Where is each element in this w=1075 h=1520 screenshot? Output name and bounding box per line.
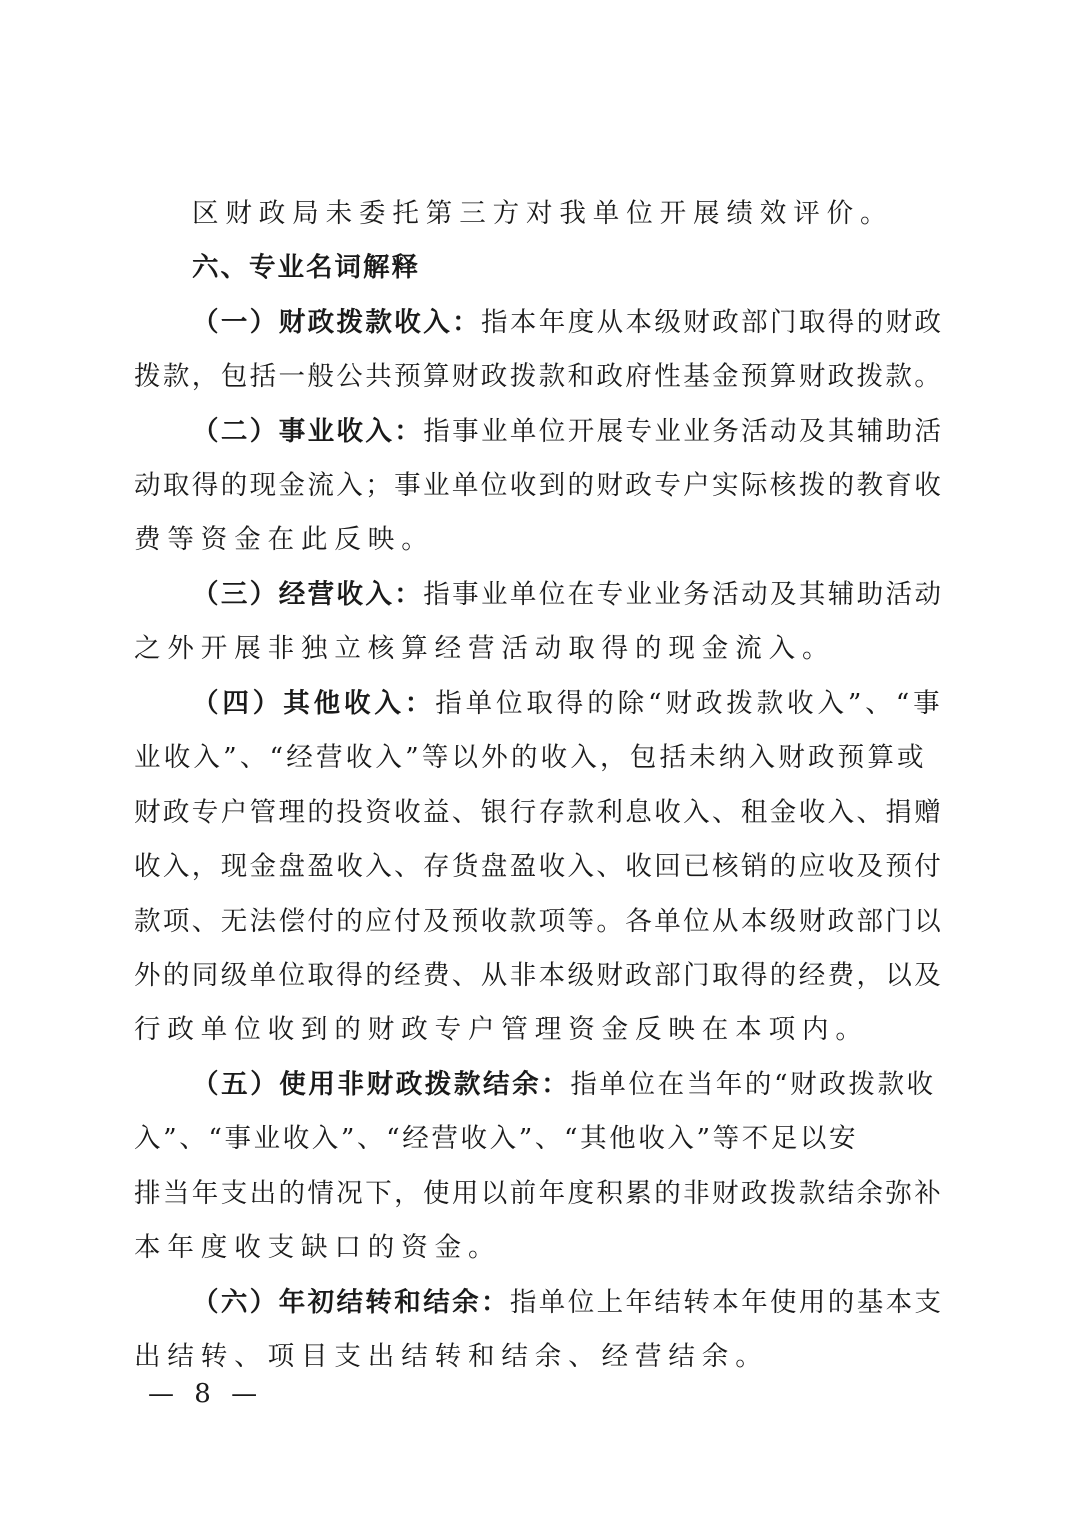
section-heading: 六、专业名词解释: [192, 252, 420, 283]
definition-text: 出结转、项目支出结转和结余、经营结余。: [134, 1341, 769, 1372]
definition-text: 之外开展非独立核算经营活动取得的现金流入。: [134, 633, 836, 664]
definition-term: （一）财政拨款收入：: [192, 307, 481, 338]
definition-text: 业收入”、“经营收入”等以外的收入，包括未纳入财政预算或: [134, 742, 927, 773]
definition-text: 指本年度从本级财政部门取得的财政: [481, 307, 944, 338]
page-number: — 8 —: [148, 1379, 264, 1409]
definition-text: 指单位在当年的“财政拨款收: [570, 1069, 936, 1100]
definition-text: 拨款，包括一般公共预算财政拨款和政府性基金预算财政拨款。: [134, 361, 944, 392]
definition-term: （二）事业收入：: [192, 416, 424, 447]
definition-text: 指单位取得的除“财政拨款收入”、“事: [435, 688, 944, 719]
definition-term: （三）经营收入：: [192, 579, 424, 610]
definition-term: （四）其他收入：: [192, 688, 436, 719]
definition-item-5: [192, 1065, 936, 1105]
definition-item-1: [192, 303, 943, 343]
definition-text: 款项、无法偿付的应付及预收款项等。各单位从本级财政部门以: [134, 906, 944, 937]
definition-item-4: [192, 684, 944, 724]
definition-text: 指事业单位开展专业业务活动及其辅助活: [423, 416, 944, 447]
definition-text: 排当年支出的情况下，使用以前年度积累的非财政拨款结余弥补: [134, 1178, 944, 1209]
definition-text: 动取得的现金流入；事业单位收到的财政专户实际核拨的教育收: [134, 470, 944, 501]
definition-text: 费等资金在此反映。: [134, 524, 435, 555]
definition-text: 行政单位收到的财政专户管理资金反映在本项内。: [134, 1014, 869, 1045]
definition-item-2: [192, 412, 943, 452]
definition-text: 本年度收支缺口的资金。: [134, 1232, 502, 1263]
definition-item-3: [192, 575, 943, 615]
definition-text: 指单位上年结转本年使用的基本支: [509, 1287, 944, 1318]
definition-text: 财政专户管理的投资收益、银行存款利息收入、租金收入、捐赠: [134, 797, 944, 828]
definition-term: （六）年初结转和结余：: [192, 1287, 510, 1318]
definition-item-6: [192, 1283, 943, 1323]
definition-text: 外的同级单位取得的经费、从非本级财政部门取得的经费，以及: [134, 960, 944, 991]
definition-text: 指事业单位在专业业务活动及其辅助活动: [423, 579, 944, 610]
definition-text: 入”、“事业收入”、“经营收入”、“其他收入”等不足以安: [134, 1123, 859, 1154]
definition-text: 收入，现金盘盈收入、存货盘盈收入、收回已核销的应收及预付: [134, 851, 944, 882]
intro-paragraph: 区财政局未委托第三方对我单位开展绩效评价。: [192, 198, 894, 229]
definition-term: （五）使用非财政拨款结余：: [192, 1069, 571, 1100]
